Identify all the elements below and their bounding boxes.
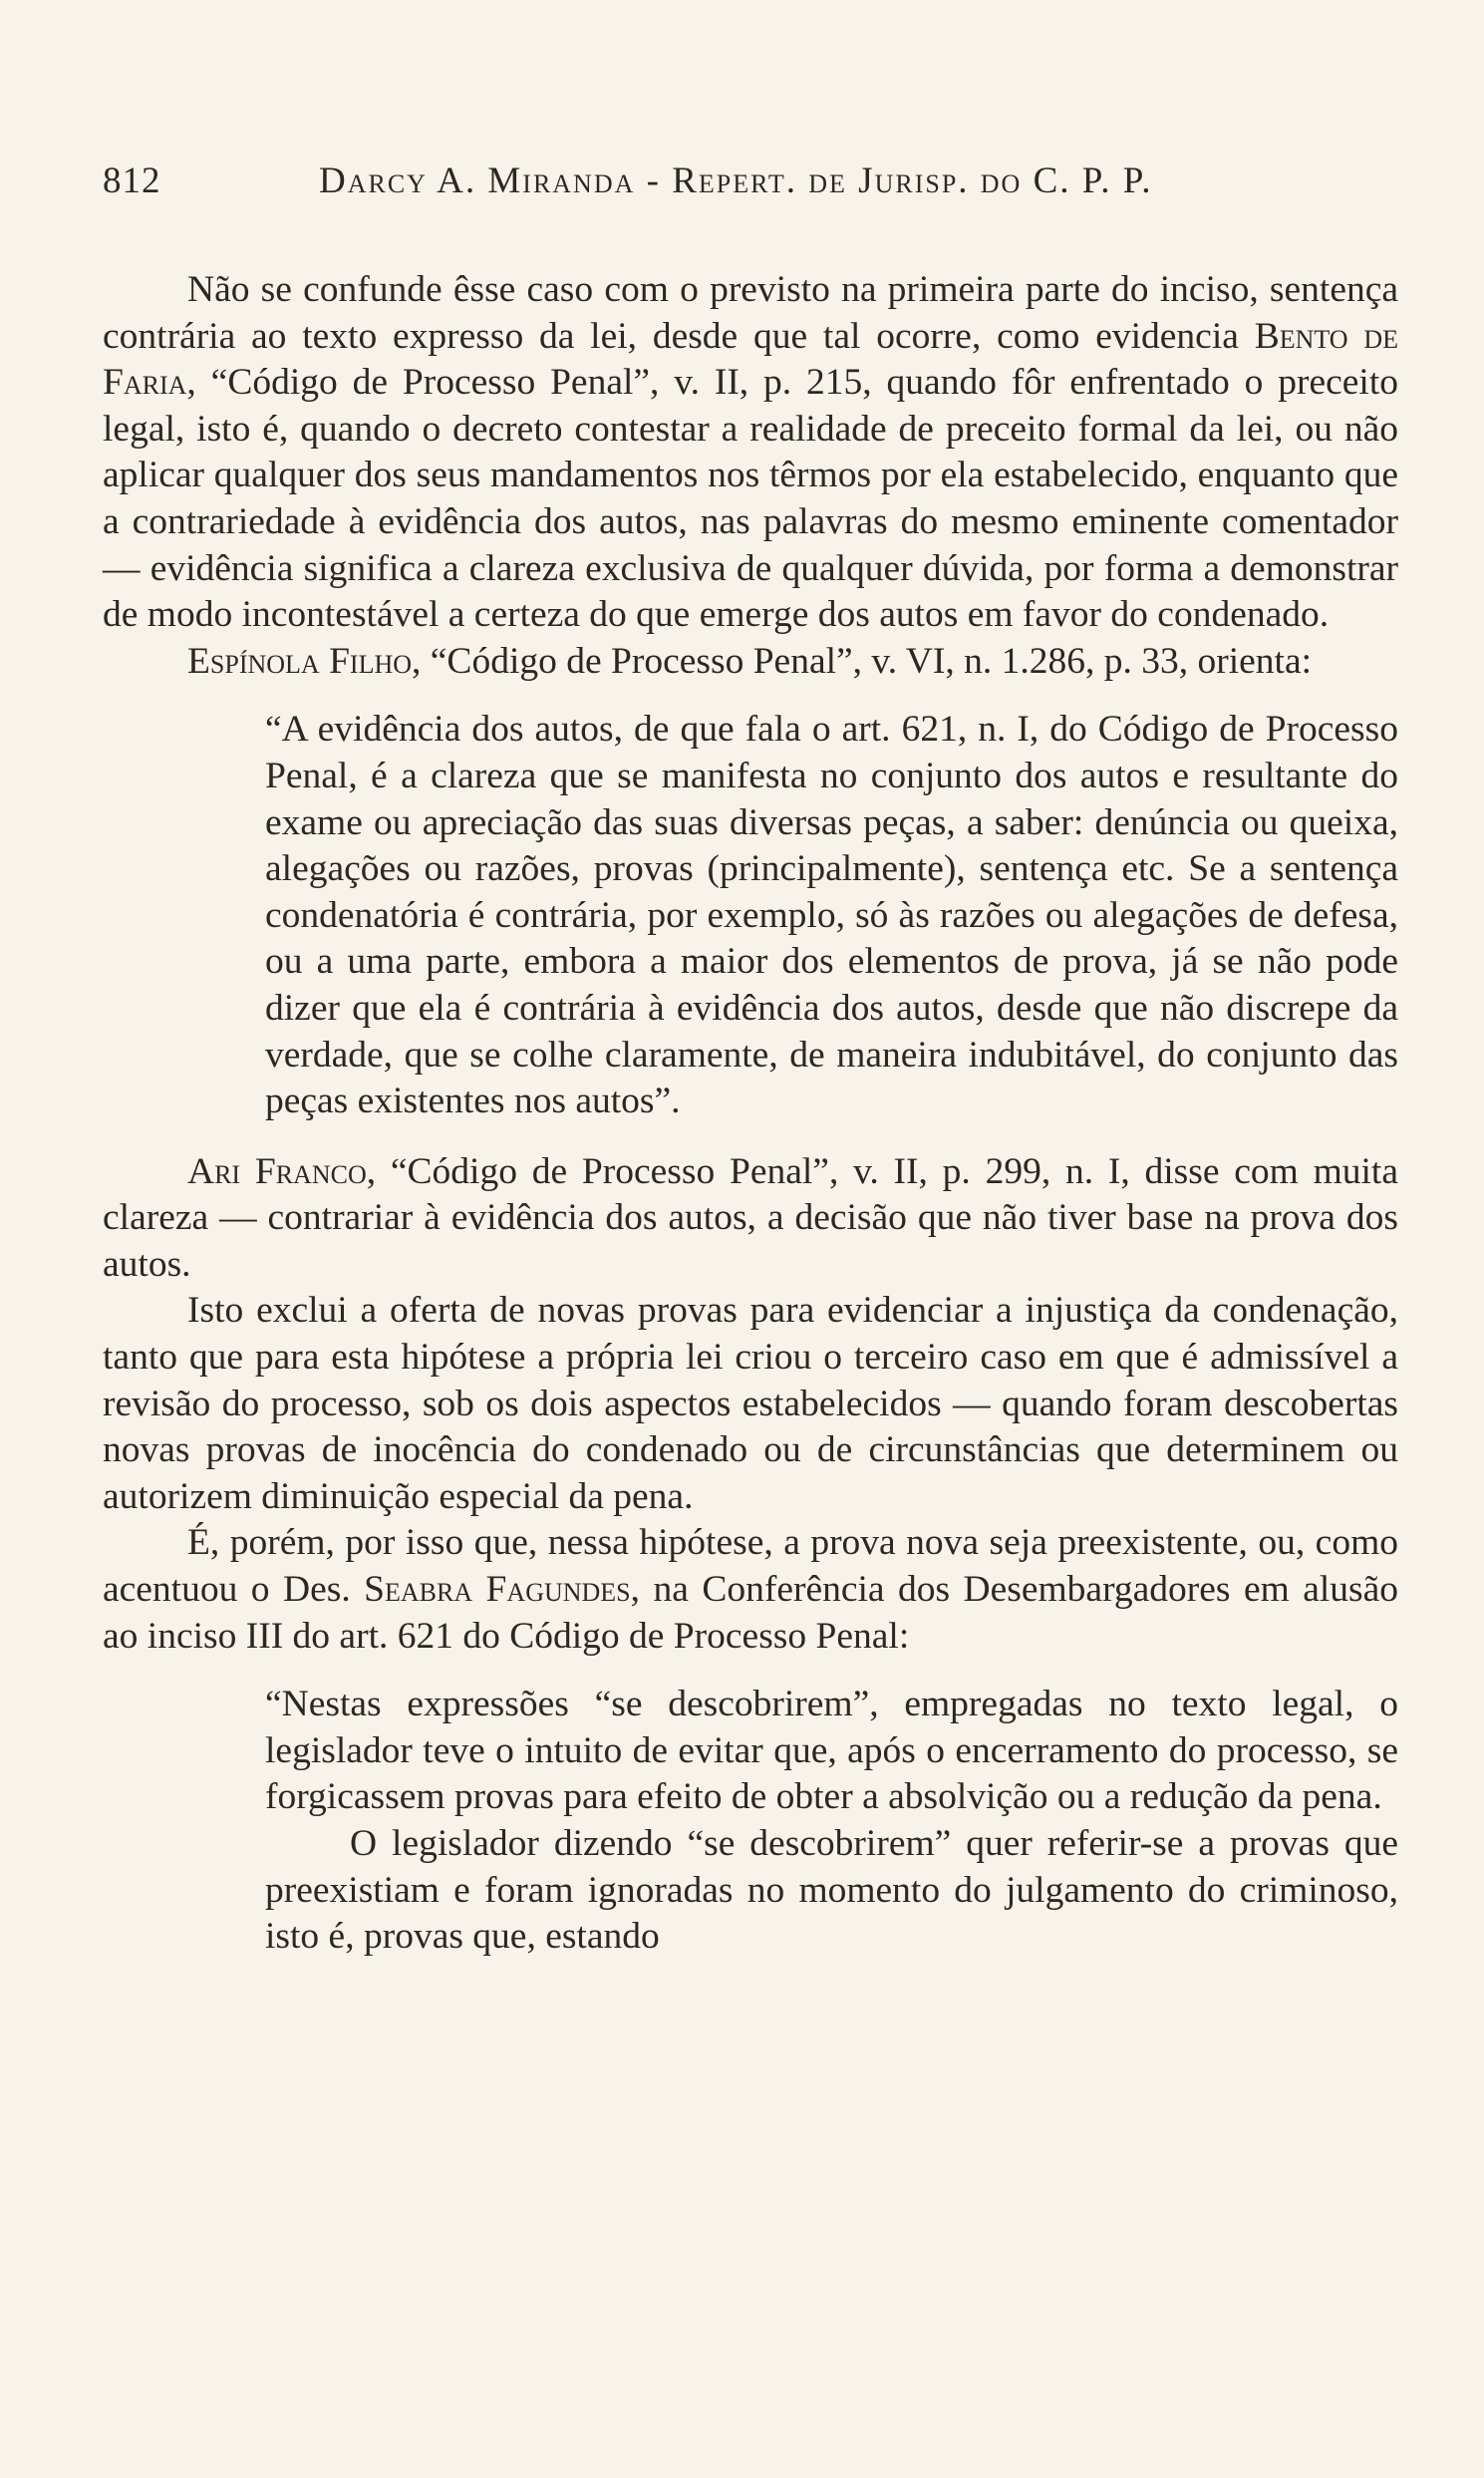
page-header xyxy=(103,159,1398,209)
cited-author: Bento de Faria xyxy=(103,315,1398,404)
block-quote-2 xyxy=(265,1682,1398,1961)
paragraph-5 xyxy=(103,1520,1398,1660)
page-number: 812 xyxy=(103,160,161,201)
cited-author: Ari Franco xyxy=(187,1150,367,1192)
cited-author: Espínola Filho xyxy=(187,640,413,682)
paragraph-text: , “Código de Processo Penal”, v. II, p. 299, n. I, disse com muita clareza — contrariar à evidência dos autos, a decisão que não tiver base na prova dos autos. xyxy=(103,1150,1398,1285)
quote-text: “A evidência dos autos, de que fala o art. 621, n. I, do Código de Processo Penal, é a clareza que se manifesta no conjunto dos autos e resultante do exame ou apreciação das suas diversas peças, a saber: denúncia ou queixa, alegações ou razões, provas (principalmente), sentença etc. Se a sentença condenatória é contrária, por exemplo, só às razões ou alegações de defesa, ou a uma parte, embora a maior dos elementos de prova, já se não pode dizer que ela é contrária à evidência dos autos, desde que não discrepe da verdade, que se colhe claramente, de maneira indubitável, do conjunto das peças existentes nos autos”. xyxy=(265,709,1398,1122)
paragraph-text: Não se confunde êsse caso com o previsto na primeira parte do inciso, sentença contrária ao texto expresso da lei, desde que tal ocorre, como evidencia xyxy=(103,269,1398,357)
paragraph-1 xyxy=(103,267,1398,639)
paragraph-2 xyxy=(103,639,1398,686)
block-quote-1 xyxy=(265,707,1398,1124)
running-title: Darcy A. Miranda - Repert. de Jurisp. do C. P. P. xyxy=(319,160,1153,201)
paragraph-text: , “Código de Processo Penal”, v. II, p. 215, quando fôr enfrentado o preceito legal, isto é, quando o decreto contestar a realidade de preceito formal da lei, ou não aplicar qualquer dos seus mandamentos nos têrmos por ela estabelecido, enquanto que a contrariedade à evidência dos autos, nas palavras do mesmo eminente comentador — evidência significa a clareza exclusiva de qualquer dúvida, por forma a demonstrar de modo incontestável a certeza do que emerge dos autos em favor do condenado. xyxy=(103,362,1398,636)
page-body xyxy=(103,267,1398,1985)
cited-author: Seabra Fagundes xyxy=(364,1569,631,1611)
paragraph-4: Isto exclui a oferta de novas provas para evidenciar a injustiça da condenação, tanto que para esta hipótese a própria lei criou o terceiro caso em que é admissível a revisão do processo, sob os dois aspectos estabelecidos — quando foram descobertas novas provas de inocência do condenado ou de circunstâncias que determinem ou autorizem diminuição especial da pena. xyxy=(103,1290,1398,1517)
paragraph-text: É, porém, por isso que, nessa hipótese, a prova nova seja preexistente, ou, como acentuou o Des. xyxy=(103,1522,1398,1611)
quote-paragraph-2: O legislador dizendo “se descobrirem” quer referir-se a provas que preexistiam e foram ignoradas no momento do julgamento do criminoso, isto é, provas que, estando xyxy=(265,1823,1398,1958)
paragraph-text: , na Conferência dos Desembargadores em alusão ao inciso III do art. 621 do Código de Processo Penal: xyxy=(103,1569,1399,1657)
paragraph-text: , “Código de Processo Penal”, v. VI, n. 1.286, p. 33, orienta: xyxy=(412,640,1313,682)
quote-paragraph-1: “Nestas expressões “se descobrirem”, empregadas no texto legal, o legislador teve o intuito de evitar que, após o encerramento do processo, se forgicassem provas para efeito de obter a absolvição ou a redução da pena. xyxy=(265,1684,1398,1818)
paragraph-3 xyxy=(103,1149,1398,1289)
